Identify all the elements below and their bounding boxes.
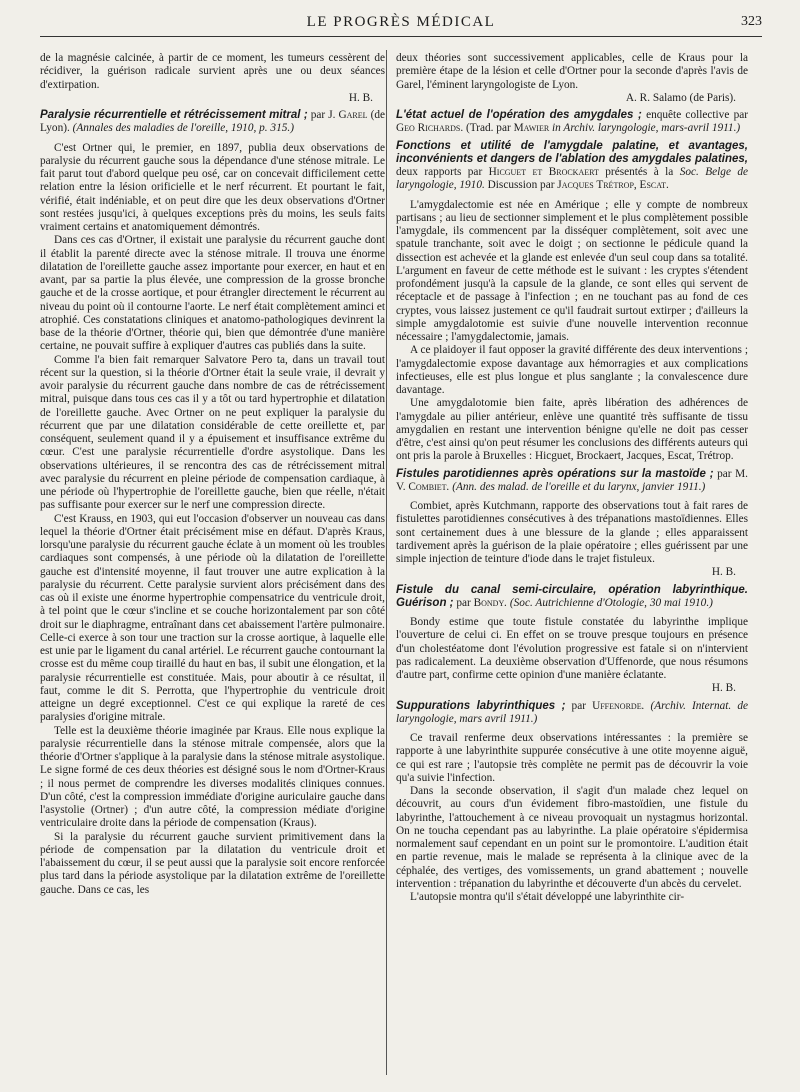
article-author: J. Garel [328, 109, 368, 121]
article-heading: L'état actuel de l'opération des amygdales ; enquête collective par Geo Richards. (Trad. par Mawier in Archiv. laryngologie, mars-avril 1911.) [396, 109, 748, 135]
signature: H. B. [711, 566, 736, 579]
column-divider [386, 50, 387, 1075]
paragraph: Si la paralysie du récurrent gauche survient primitivement dans la période de compensation par la dilatation du ventricule droit et l'abaissement du cœur, il se peut aussi que la paralysie soit encore renforcée plus tard dans la période asystolique par la dilatation extrême de l'oreillette gauche. Dans ce cas, les [40, 830, 385, 896]
running-header [40, 12, 762, 37]
right-column [396, 52, 748, 904]
journal-title: LE PROGRÈS MÉDICAL [306, 14, 496, 30]
paragraph: L'amygdalectomie est née en Amérique ; elle y compte de nombreux partisans ; au lieu de sectionner simplement et le plus complètement possible l'amygdale, ils commencent par la disséquer complètement, soit avec une spatule tranchante, soit avec le doigt ; on sectionne le pédicule quand la dissection est achevée et la glande est enlevée d'un seul coup dans sa totalité. L'argument en faveur de cette méthode est le suivant : les cryptes s'étendent profondément jusqu'à la capsule de la glande, ce sont elles qui servent de réceptacle et de passage à l'infection ; en ne touchant pas au fond de ces cryptes, vous laissez justement ce qu'il faudrait surtout extirper ; d'ailleurs la simple amygdalotomie est suivie d'une nouvelle intervention reconnue nécessaire ; l'amygdalectomie, jamais. [396, 198, 748, 343]
article-title: Fistule du canal semi-circulaire, opération labyrinthique. Guérison ; [396, 583, 748, 609]
paragraph: C'est Krauss, en 1903, qui eut l'occasion d'observer un nouveau cas dans lequel la théorie d'Ortner était précisément mise en défaut. D'après Kraus, lorsqu'une paralysie du récurrent gauche éclate à un moment où les troubles cardiaques sont compensés, à une période où la dilatation de l'oreillette gauche est d'intensité moyenne, il faut trouver une autre explication à la paralysie du récurrent. Cette paralysie survient alors précisément dans des cas où il existe une énorme hypertrophie compensatrice du ventricule droit, à tel point que le cœur s'incline et se couche horizontalement par son côté droit sur le diaphragme, entraînant dans cet abaissement l'artère pulmonaire. Celle-ci exerce à son tour une traction sur la crosse aortique, à laquelle elle est unie par le ligament du canal artériel. Le récurrent gauche contournant la crosse est du même coup tiraillé du haut en bas, il subit une élongation, et la paralysie récurrentielle est constituée. Mais, pour aboutir à ce résultat, il faut, comme le dit S. Perrotta, que l'hypertrophie du ventricule droit atteigne un degré exceptionnel. C'est ce qui explique la rareté de ces paralysies d'origine mitrale. [40, 512, 385, 724]
paragraph: Telle est la deuxième théorie imaginée par Kraus. Elle nous explique la paralysie récurrentielle dans la sténose mitrale compensée, alors que la théorie d'Ortner s'applique à la paralysie dans la sténose mitrale asystolique. Le signe formé de ces deux théories est désigné sous le nom d'Ortner-Kraus ; il nous permet de comprendre les diverses modalités cliniques connues. D'un côté, c'est la compression immédiate d'origine auriculaire gauche dans l'asystolie (Ortner) ; d'un autre côté, la compression médiate d'origine ventriculaire droite dans la période de compensation (Kraus). [40, 724, 385, 830]
article-heading: Paralysie récurrentielle et rétrécissement mitral ; par J. Garel (de Lyon). (Annales des maladies de l'oreille, 1910, p. 315.) [40, 109, 386, 135]
paragraph: C'est Ortner qui, le premier, en 1897, publia deux observations de paralysie du récurrent gauche sous la dépendance d'une sténose mitrale. Le fait parut tout d'abord quelque peu osé, car on concevait difficilement cette relation entre la lésion orificielle et le nerf récurrent. Et pourtant le fait, vérifié, était indéniable, et on peut dire que les deux observations d'Ortner sont restées jusqu'ici, à quelques exceptions près du moins, les seuls faits vraiment certains et anatomiquement démontrés. [40, 141, 385, 233]
article-author: Bondy [473, 596, 505, 609]
article-author: Uffenorde [592, 699, 642, 712]
article-author: Geo Richards [396, 122, 461, 135]
continued-paragraph: de la magnésie calcinée, à partir de ce moment, les tumeurs cessèrent de récidiver, la guérison radicale survient après une ou deux séances d'extirpation. [40, 52, 385, 91]
continued-paragraph: deux théories sont successivement applicables, celle de Kraus pour la première étape de la lésion et celle d'Ortner pour la seconde d'après l'avis de Garel, l'éminent laryngologiste de Lyon. [396, 52, 748, 91]
article-title: Paralysie récurrentielle et rétrécissement mitral ; [40, 109, 308, 121]
article-source: Soc. Belge de laryngologie, 1910. [396, 166, 749, 192]
article-title: Fistules parotidiennes après opérations sur la mastoïde ; [396, 467, 714, 480]
article-heading: Fistule du canal semi-circulaire, opération labyrinthique. Guérison ; par Bondy. (Soc. Autrichienne d'Otologie, 30 mai 1910.) [396, 583, 748, 609]
discussion-authors: Jacques Trétrop, Escat. [557, 179, 669, 192]
signature: H. B. [348, 91, 373, 104]
article-source: . (Soc. Autrichienne d'Otologie, 30 mai 1910.) [504, 596, 713, 609]
article-author: M. V. Combiet [396, 467, 748, 493]
article-source: in Archiv. laryngologie, mars-avril 1911.) [549, 122, 741, 135]
signature: H. B. [711, 682, 736, 695]
paragraph: Combiet, après Kutchmann, rapporte des observations tout à fait rares de fistulettes parotidiennes consécutives à des trépanations mastoïdiennes. Elles sont certainement dues à une blessure de la glande ; elles apparaissent tardivement après la guérison de la plaie opératoire ; elles guérissent par une simple injection de teinture d'iode dans le trajet fistuleux. [396, 500, 748, 565]
page-number: 323 [741, 14, 762, 29]
article-source: . (Ann. des malad. de l'oreille et du larynx, janvier 1911.) [446, 480, 706, 493]
article-title: Suppurations labyrinthiques ; [396, 699, 566, 712]
article-title: L'état actuel de l'opération des amygdales ; [396, 109, 642, 121]
paragraph: Dans ces cas d'Ortner, il existait une paralysie du récurrent gauche dont il établit la parenté directe avec la sténose mitrale. Il trouva une énorme dilatation de l'oreillette gauche assez importante pour exercer, en haut et en avant, par sa partie la plus élevée, une compression de la grosse bronche gauche et de la crosse aortique, et pour étrangler directement le récurrent au niveau du point où il contourne l'aorte. Le nerf était complètement aminci et atrophié. Ces constatations cliniques et anatomo-pathologiques devinrent la base de la théorie d'Ortner, théorie qui, bien que démontrée d'une manière certaine, ne pouvait suffire à expliquer d'autres cas publiés dans la suite. [40, 234, 385, 353]
article-heading: Fonctions et utilité de l'amygdale palatine, et avantages, inconvénients et dangers de l'ablation des amygdales palatines, deux rapports par Hicguet et Brockaert présentés à la Soc. Belge de laryngologie, 1910. Discussion par Jacques Trétrop, Escat. [396, 139, 749, 192]
paragraph: Bondy estime que toute fistule constatée du labyrinthe implique l'ouverture de celui ci. En effet on se trouve presque toujours en présence d'un cholestéatome dont l'évolution progressive est fatale si on n'intervient pas radicalement. La deuxième observation d'Uffenorde, que nous résumons d'autre part, confirme cette opinion d'une manière éclatante. [396, 616, 748, 681]
paragraph: Ce travail renferme deux observations intéressantes : la première se rapporte à une labyrinthite suppurée consécutive à une otite moyenne aiguë, ce qui est rare ; l'autopsie très complète ne permit pas de découvrir la voie qu'a suivie l'infection. [396, 732, 748, 784]
article-author: Hicguet et Brockaert [488, 166, 599, 178]
article-heading: Fistules parotidiennes après opérations sur la mastoïde ; par M. V. Combiet. (Ann. des malad. de l'oreille et du larynx, janvier 1911.) [396, 467, 748, 493]
left-column [40, 52, 385, 897]
article-source: . (Archiv. Internat. de laryngologie, mars avril 1911.) [396, 699, 748, 725]
paragraph: A ce plaidoyer il faut opposer la gravité différente des deux interventions ; l'amygdalectomie expose davantage aux hémorragies et aux complications infectieuses, elle est plus longue et plus sanglante ; la convalescence dure davantage. [396, 344, 748, 396]
paragraph: L'autopsie montra qu'il s'était développé une labyrinthite cir- [410, 891, 685, 903]
article-source: (Annales des maladies de l'oreille, 1910, p. 315.) [72, 122, 294, 135]
article-title: Fonctions et utilité de l'amygdale palatine, et avantages, inconvénients et dangers de l'ablation des amygdales palatines, [396, 139, 748, 165]
paragraph: Comme l'a bien fait remarquer Salvatore Pero ta, dans un travail tout récent sur la question, si la théorie d'Ortner était la seule vraie, il devrait y avoir paralysie du récurrent gauche dans nombre de cas de rétrécissement mitral, puisque dans tous ces cas il y a tôt ou tard hypertrophie et dilatation de l'oreillette gauche. Avec Ortner on ne peut expliquer la paralysie du récurrent que par une dilatation considérable de cette oreillette et, par conséquent, seulement quand il y a épuisement et insuffisance extrême du cœur. C'est une paralysie récurrentielle d'ordre asystolique. Dans les observations ultérieures, il se rencontra des cas de rétrécissement mitral avec paralysie du récurrent en pleine période de compensation cardiaque, à une période où l'hypertrophie de l'oreillette gauche, bien que réelle, n'était pas suffisante pour exercer sur le nerf une compression directe. [40, 353, 385, 512]
article-heading: Suppurations labyrinthiques ; par Uffenorde. (Archiv. Internat. de laryngologie, mars avril 1911.) [396, 699, 748, 725]
signature: A. R. Salamo (de Paris). [625, 91, 736, 104]
paragraph: Une amygdalotomie bien faite, après libération des adhérences de l'amygdale au pilier antérieur, enlève une quantité très suffisante de tissu amygdalien en restant une intervention bénigne qu'elle ne doit pas cesser d'être, c'est ainsi qu'on peut résumer les conclusions des différents auteurs qui ont pris la parole à Bruxelles : Hicguet, Brockaert, Jacques, Escat, Trétrop. [396, 397, 748, 463]
paragraph: Dans la seconde observation, il s'agit d'un malade chez lequel on découvrit, au cours d'un évidement fibro-mastoïdien, une fistule du labyrinthe, l'attouchement à ce niveau provoquait un nystagmus horizontal. On ne toucha cependant pas au labyrinthe. La plaie opératoire s'épidermisa normalement sauf cependant en un point sur le promontoire. L'audition était en partie revenue, mais le malade se représenta à la clinique avec de la céphalée, des vertiges, des vomissements, un grand abattement ; nouvelle intervention : trépanation du labyrinthe et découverte d'un abcès du cervelet. [396, 785, 748, 890]
article-translator: Mawier [513, 122, 550, 135]
